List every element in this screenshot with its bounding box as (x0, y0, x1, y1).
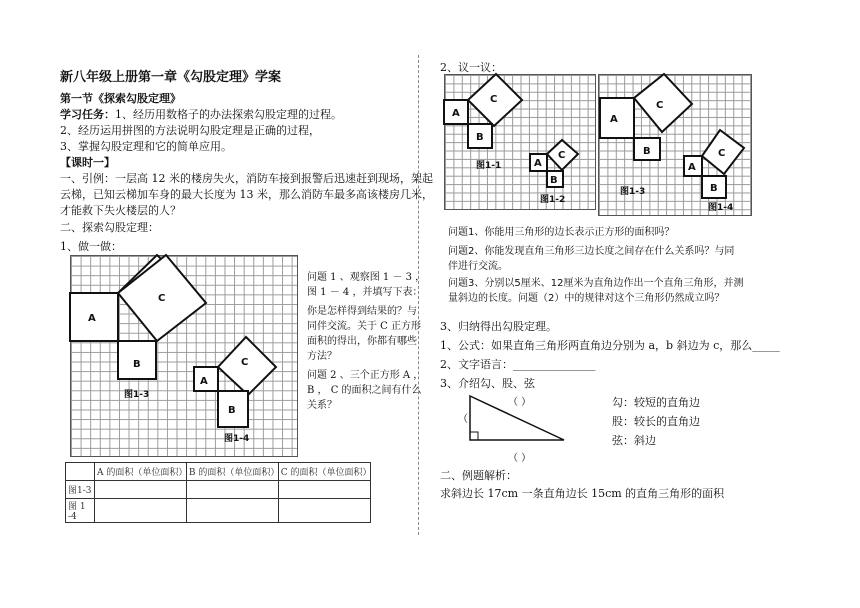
caption-fig-11: 图1-1 (476, 161, 502, 171)
discuss-heading: 2、议一议： (440, 61, 502, 74)
label-c-11: C (490, 94, 498, 105)
label-a-12: A (534, 158, 542, 169)
intro-line-1: 一、引例：一层高 12 米的楼房失火，消防车接到报警后迅速赶到现场，架起 (60, 172, 433, 185)
label-c-14r: C (718, 148, 726, 159)
problem-3-cont: 量斜边的长度。问题（2）中的规律对这个三角形仍然成立吗？ (448, 293, 725, 304)
table-header-cell: B 的面积（单位面积） (186, 463, 278, 481)
right-triangle (468, 394, 568, 444)
text-language-line: 2、文字语言：_______________ (440, 358, 596, 371)
column-divider (418, 55, 419, 535)
vertical-leg-paren: （ (458, 414, 468, 425)
question-line-3: 你是怎样得到结果的？与 (307, 306, 417, 317)
label-a-14r: A (688, 162, 696, 173)
question-line-4: 同伴交流。关于 C 正方形 (307, 321, 422, 332)
explore-heading: 二、探索勾股定理： (60, 221, 159, 234)
figures-13-14-right (598, 74, 750, 214)
table-cell[interactable] (186, 481, 278, 499)
label-b-14r: B (710, 183, 718, 194)
do-heading: 1、做一做： (60, 240, 122, 253)
question-line-8: B ， C 的面积之间有什么 (307, 385, 422, 396)
caption-fig-14: 图1-4 (224, 434, 250, 444)
question-line-2: 图 1 － 4 ，并填写下表： (307, 287, 423, 298)
question-line-5: 面积的得出，你都有哪些 (307, 336, 417, 347)
question-line-6: 方法？ (307, 351, 337, 362)
table-cell[interactable] (278, 499, 370, 523)
label-b-13r: B (643, 146, 651, 157)
table-header-cell: A 的面积（单位面积） (95, 463, 187, 481)
intro-line-3: 才能救下失火楼层的人？ (60, 204, 181, 217)
label-c-14: C (241, 357, 249, 368)
problem-2: 问题2、你能发现直角三角形三边长度之间存在什么关系吗？与同 (448, 246, 735, 257)
label-c-12: C (558, 150, 566, 161)
big-grid-figures (70, 255, 296, 455)
table-row (66, 499, 371, 523)
caption-fig-13: 图1-3 (124, 390, 150, 400)
gu-definition: 股：较长的直角边 (612, 415, 700, 428)
label-c-13r: C (656, 100, 664, 111)
intro-line-2: 云梯，已知云梯加车身的最大长度为 13 米，那么消防车最多高该楼房几米， (60, 188, 433, 201)
table-cell[interactable] (278, 481, 370, 499)
table-row-label: 图1-3 (66, 481, 95, 499)
task-3: 3、掌握勾股定理和它的简单应用。 (60, 140, 232, 153)
caption-fig-12: 图1-2 (540, 195, 566, 205)
problem-3: 问题3、分别以5厘米、12厘米为直角边作出一个直角三角形，并测 (448, 278, 744, 289)
base-leg-paren: （ ） (508, 453, 532, 464)
label-a-11: A (452, 108, 460, 119)
table-row-label: 图 1 -4 (66, 499, 95, 523)
area-table (65, 462, 371, 523)
caption-fig-13r: 图1-3 (620, 187, 646, 197)
page-title: 新八年级上册第一章《勾股定理》学案 (60, 70, 282, 85)
problem-2-cont: 伴进行交流。 (448, 261, 508, 272)
figures-11-12 (444, 74, 594, 208)
label-c-13: C (158, 293, 166, 304)
label-a-13r: A (610, 114, 618, 125)
table-cell[interactable] (186, 499, 278, 523)
task-1: 1、经历用数格子的办法探索勾股定理的过程。 (115, 108, 342, 121)
table-header-cell (66, 463, 95, 481)
learning-tasks-line-1 (60, 108, 342, 122)
question-line-9: 关系？ (307, 400, 337, 411)
table-header-row (66, 463, 371, 481)
label-b-14: B (228, 405, 236, 416)
conclude-heading: 3、归纳得出勾股定理。 (440, 320, 557, 333)
hypotenuse-paren: （ ） (508, 397, 532, 408)
problem-1: 问题1、你能用三角形的边长表示正方形的面积吗？ (448, 227, 675, 238)
formula-line: 1、公式：如果直角三角形两直角边分别为 a，b 斜边为 c，那么_____ (440, 339, 780, 352)
xian-definition: 弦：斜边 (612, 434, 656, 447)
label-a-14: A (200, 376, 208, 387)
caption-fig-14r: 图1-4 (708, 203, 734, 213)
question-line-1: 问题 1 、观察图 1 － 3 ， (307, 272, 426, 283)
question-line-7: 问题 2 、三个正方形 A ， (307, 370, 424, 381)
label-b-13: B (133, 359, 141, 370)
section-title: 第一节《探索勾股定理》 (60, 92, 181, 105)
task-2: 2、经历运用拼图的方法说明勾股定理是正确的过程， (60, 124, 320, 137)
tasks-label: 学习任务： (60, 108, 115, 121)
lesson-label: 【课时一】 (60, 156, 115, 169)
label-a-13: A (88, 313, 96, 324)
gou-definition: 勾：较短的直角边 (612, 396, 700, 409)
table-cell[interactable] (95, 499, 187, 523)
label-b-12: B (550, 175, 558, 186)
table-header-cell: C 的面积（单位面积） (278, 463, 370, 481)
example-text: 求斜边长 17cm 一条直角边长 15cm 的直角三角形的面积 (440, 487, 725, 500)
label-b-11: B (476, 132, 484, 143)
intro-gou-gu-xian: 3、介绍勾、股、弦 (440, 377, 535, 390)
table-cell[interactable] (95, 481, 187, 499)
table-row (66, 481, 371, 499)
example-heading: 二、例题解析： (440, 469, 517, 482)
